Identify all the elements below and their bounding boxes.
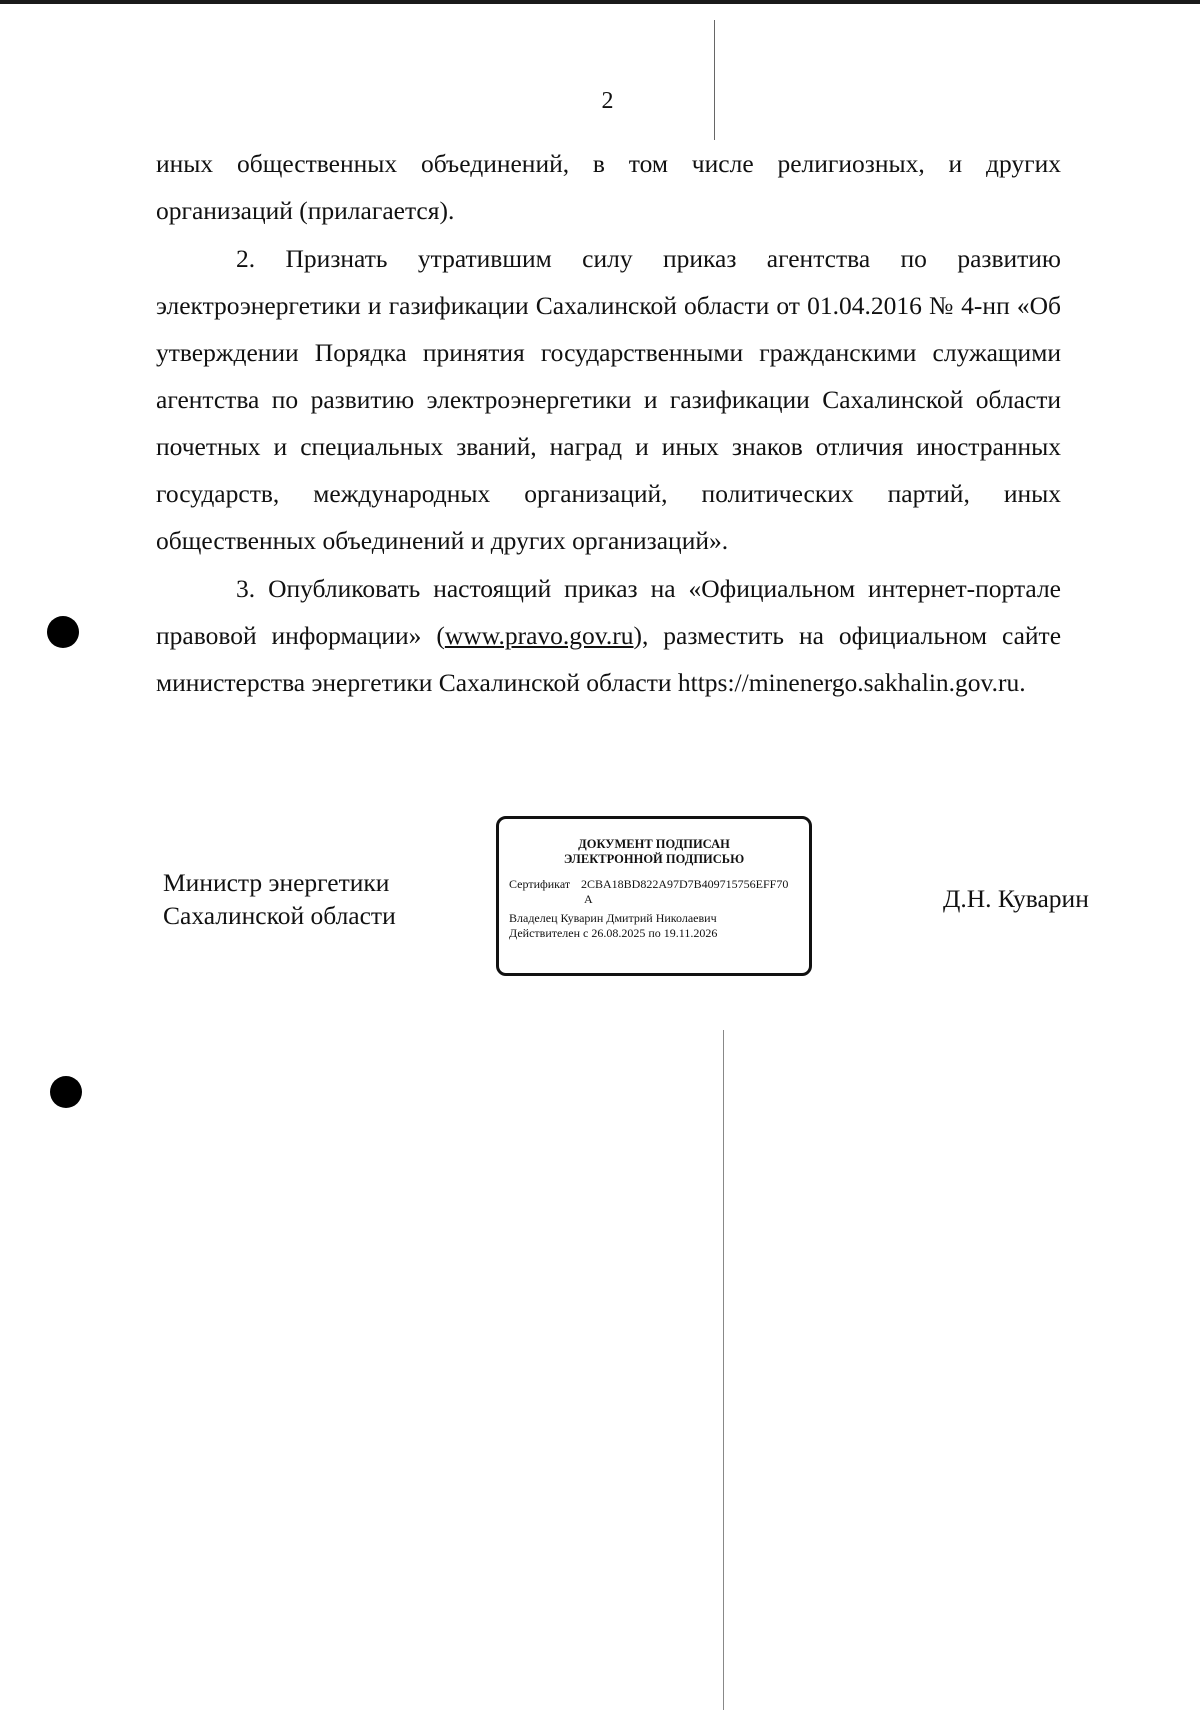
signer-title (163, 866, 396, 932)
stamp-certificate-label: Сертификат (509, 877, 571, 891)
stamp-validity: Действителен с 26.08.2025 по 19.11.2026 (509, 926, 718, 940)
stamp-heading-line-2: ЭЛЕКТРОННОЙ ПОДПИСЬЮ (563, 852, 745, 866)
paragraph-2: 2. Признать утратившим силу приказ агентства по развитию электроэнергетики и газификации Сахалинской области от 01.04.2016 № 4-нп «Об утверждении Порядка принятия государственными гражданскими служащими агентства по развитию электроэнергетики и газификации Сахалинской области почетных и специальных званий, наград и иных знаков отличия иностранных государств, международных организаций, политических партий, иных общественных объединений и других организаций». (156, 244, 1061, 555)
signer-title-line-2: Сахалинской области (163, 901, 396, 930)
document-body (156, 140, 1061, 706)
stamp-owner: Владелец Куварин Дмитрий Николаевич (509, 911, 717, 925)
stamp-certificate-value-tail: A (584, 892, 593, 906)
signer-title-line-1: Министр энергетики (163, 868, 390, 897)
electronic-signature-stamp (496, 816, 812, 976)
punch-hole-bottom (50, 1076, 82, 1108)
scan-artifact-line-top (714, 20, 715, 140)
paragraph-continuation: иных общественных объединений, в том числе религиозных, и других организаций (прилагается). (156, 149, 1061, 225)
stamp-heading-line-1: ДОКУМЕНТ ПОДПИСАН (578, 837, 730, 851)
paragraph-3-text-end: ), разместить на официальном сайте министерства энергетики Сахалинской области https://minenergo.sakhalin.gov.ru. (156, 621, 1062, 697)
paragraph-3-text-start: 3. Опубликовать настоящий приказ на «Официальном интернет-портале правовой информации» ( (156, 574, 1061, 650)
punch-hole-top (47, 616, 79, 648)
pravo-gov-link[interactable]: www.pravo.gov.ru (444, 621, 634, 650)
stamp-certificate (509, 877, 799, 892)
stamp-certificate-value: 2CBA18BD822A97D7B409715756EFF70 (581, 877, 789, 891)
scan-top-edge (0, 0, 1200, 4)
paragraph-3 (156, 565, 1061, 706)
signer-name: Д.Н. Куварин (943, 884, 1089, 913)
scan-artifact-line-bottom (723, 1030, 724, 1710)
page-number: 2 (601, 88, 614, 114)
